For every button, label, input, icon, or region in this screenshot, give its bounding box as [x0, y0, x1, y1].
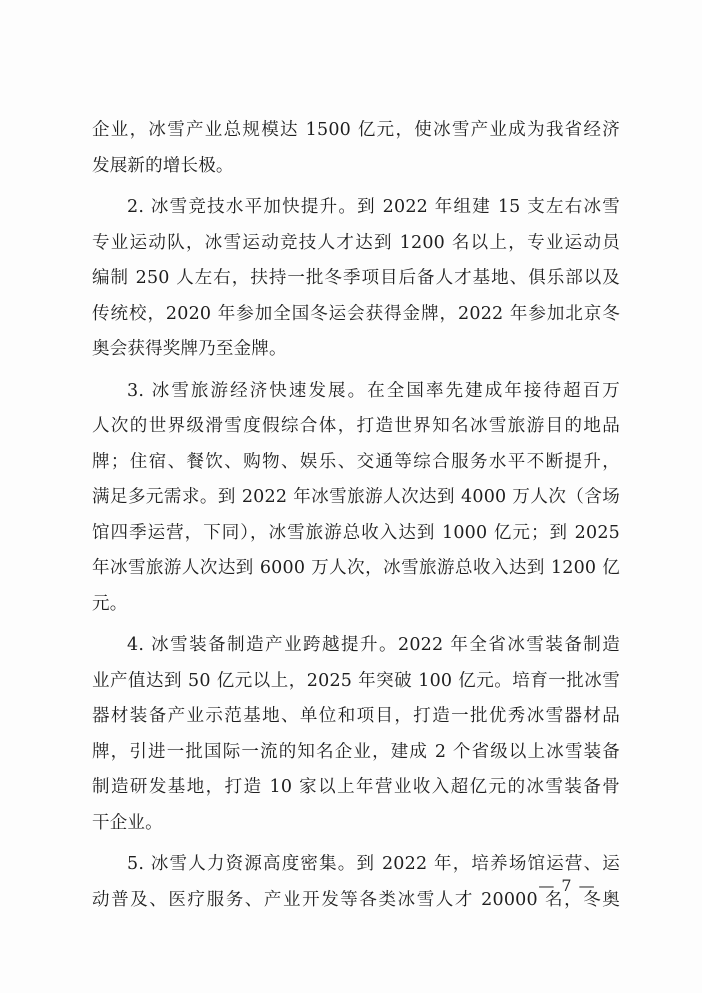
- body-line: 奥会获得奖牌乃至金牌。: [92, 339, 287, 359]
- document-body: [92, 113, 620, 918]
- body-line: 干企业。: [92, 812, 163, 833]
- body-line: 牌；住宿、餐饮、购物、娱乐、交通等综合服务水平不断提升，: [92, 451, 620, 472]
- body-line: 专业运动队，冰雪运动竞技人才达到 1200 名以上，专业运动员: [92, 232, 620, 253]
- section-2-heading-line: 2. 冰雪竞技水平加快提升。到 2022 年组建 15 支左右冰雪: [127, 197, 620, 217]
- body-line: 年冰雪旅游人次达到 6000 万人次，冰雪旅游总收入达到 1200 亿: [92, 558, 620, 578]
- body-line: 传统校，2020 年参加全国冬运会获得金牌，2022 年参加北京冬: [92, 303, 620, 324]
- body-line: 企业，冰雪产业总规模达 1500 亿元，使冰雪产业成为我省经济: [92, 120, 620, 140]
- body-line: 馆四季运营，下同），冰雪旅游总收入达到 1000 亿元；到 2025: [92, 522, 620, 543]
- body-line: 制造研发基地，打造 10 家以上年营业收入超亿元的冰雪装备骨: [92, 777, 620, 797]
- body-line: 器材装备产业示范基地、单位和项目，打造一批优秀冰雪器材品: [92, 706, 620, 726]
- section-4-heading-line: 4. 冰雪装备制造产业跨越提升。2022 年全省冰雪装备制造: [127, 635, 620, 655]
- body-line: 人次的世界级滑雪度假综合体，打造世界知名冰雪旅游目的地品: [92, 416, 620, 436]
- body-line: 动普及、医疗服务、产业开发等各类冰雪人才 20000 名，冬奥: [92, 889, 620, 910]
- body-line: 编制 250 人左右，扶持一批冬季项目后备人才基地、俱乐部以及: [92, 268, 620, 288]
- page-number: — 7 —: [538, 876, 596, 895]
- body-line: 元。: [92, 593, 128, 614]
- section-3-heading-line: 3. 冰雪旅游经济快速发展。在全国率先建成年接待超百万: [127, 380, 620, 401]
- body-line: 发展新的增长极。: [92, 155, 234, 176]
- body-line: 业产值达到 50 亿元以上，2025 年突破 100 亿元。培育一批冰雪: [92, 670, 620, 691]
- body-line: 满足多元需求。到 2022 年冰雪旅游人次达到 4000 万人次（含场: [92, 487, 620, 507]
- body-line: 牌，引进一批国际一流的知名企业，建成 2 个省级以上冰雪装备: [92, 741, 620, 762]
- section-5-heading-line: 5. 冰雪人力资源高度密集。到 2022 年，培养场馆运营、运: [127, 854, 620, 874]
